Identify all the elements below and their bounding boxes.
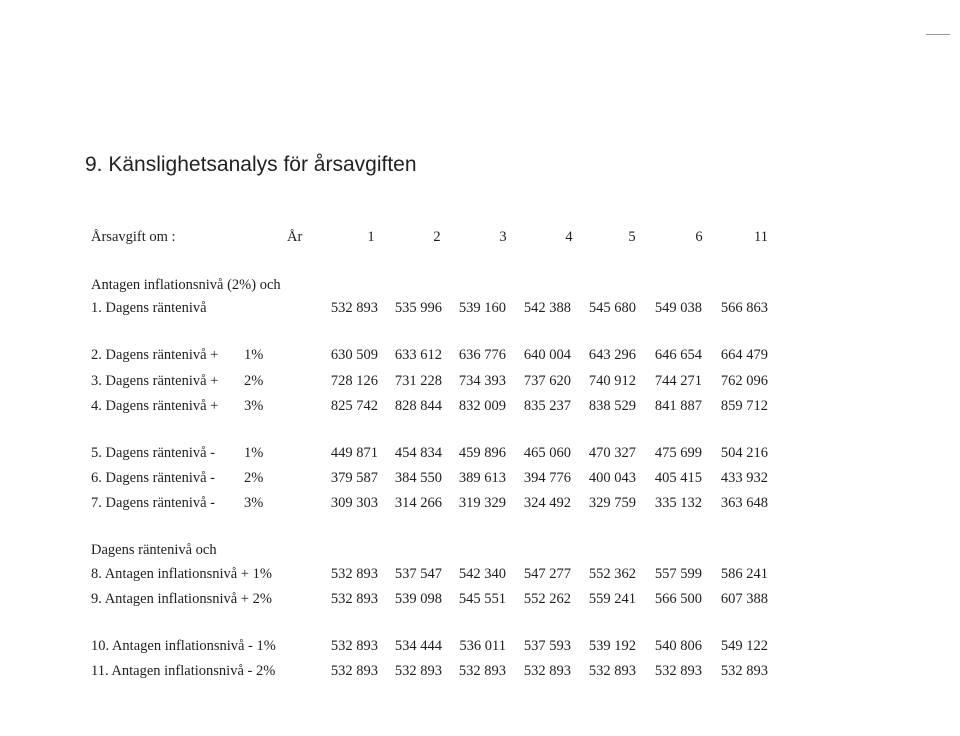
value-cell: 633 612 [394,347,442,363]
value-cell: 532 893 [523,663,571,679]
row-label: 5. Dagens räntenivå - [91,445,216,461]
header-row [0,227,960,247]
table-row [0,443,960,463]
row-label: 2. Dagens räntenivå + [91,347,219,363]
value-cell: 532 893 [330,591,378,607]
value-cell: 740 912 [588,373,636,389]
section2-heading: Dagens räntenivå och [91,542,217,558]
value-cell: 825 742 [330,398,378,414]
value-cell: 630 509 [330,347,378,363]
value-cell: 542 340 [458,566,506,582]
section2-heading-row [0,540,960,560]
value-cell: 552 262 [523,591,571,607]
value-cell: 465 060 [523,445,571,461]
value-cell: 532 893 [330,663,378,679]
table-row [0,371,960,391]
value-cell: 433 932 [720,470,768,486]
value-cell: 532 893 [330,300,378,316]
value-cell: 547 277 [523,566,571,582]
row-pct: 3% [244,398,264,414]
value-cell: 838 529 [588,398,636,414]
table-row [0,589,960,609]
value-cell: 539 098 [394,591,442,607]
table-row [0,493,960,513]
value-cell: 459 896 [458,445,506,461]
value-cell: 539 160 [458,300,506,316]
value-cell: 559 241 [588,591,636,607]
value-cell: 744 271 [654,373,702,389]
value-cell: 400 043 [588,470,636,486]
row-label: 10. Antagen inflationsnivå - 1% [91,638,276,654]
value-cell: 545 551 [458,591,506,607]
value-cell: 607 388 [720,591,768,607]
row-pct: 2% [244,470,264,486]
value-cell: 731 228 [394,373,442,389]
value-cell: 636 776 [458,347,506,363]
row-pct: 1% [244,347,264,363]
value-cell: 532 893 [330,638,378,654]
value-cell: 557 599 [654,566,702,582]
year-cell: 2 [433,229,441,245]
value-cell: 664 479 [720,347,768,363]
table-row [0,396,960,416]
value-cell: 475 699 [654,445,702,461]
value-cell: 841 887 [654,398,702,414]
row-pct: 3% [244,495,264,511]
value-cell: 535 996 [394,300,442,316]
year-cell: 1 [367,229,375,245]
value-cell: 335 132 [654,495,702,511]
value-cell: 532 893 [720,663,768,679]
value-cell: 545 680 [588,300,636,316]
table-row [0,468,960,488]
value-cell: 454 834 [394,445,442,461]
value-cell: 734 393 [458,373,506,389]
row-label: 11. Antagen inflationsnivå - 2% [91,663,276,679]
value-cell: 566 500 [654,591,702,607]
value-cell: 646 654 [654,347,702,363]
value-cell: 728 126 [330,373,378,389]
value-cell: 532 893 [394,663,442,679]
value-cell: 532 893 [458,663,506,679]
row-label: 6. Dagens räntenivå - [91,470,216,486]
value-cell: 389 613 [458,470,506,486]
value-cell: 539 192 [588,638,636,654]
value-cell: 540 806 [654,638,702,654]
value-cell: 737 620 [523,373,571,389]
value-cell: 828 844 [394,398,442,414]
value-cell: 537 547 [394,566,442,582]
table-row [0,298,960,318]
value-cell: 314 266 [394,495,442,511]
table-row [0,564,960,584]
table-row [0,636,960,656]
section1-heading-row [0,275,960,295]
value-cell: 536 011 [459,638,506,654]
value-cell: 532 893 [588,663,636,679]
value-cell: 586 241 [720,566,768,582]
value-cell: 379 587 [330,470,378,486]
value-cell: 534 444 [394,638,442,654]
value-cell: 566 863 [720,300,768,316]
value-cell: 552 362 [588,566,636,582]
value-cell: 324 492 [523,495,571,511]
value-cell: 449 871 [330,445,378,461]
row-label: 7. Dagens räntenivå - [91,495,216,511]
section-title: 9. Känslighetsanalys för årsavgiften [85,153,417,176]
value-cell: 309 303 [330,495,378,511]
row-label: 1. Dagens räntenivå [91,300,207,316]
table-row [0,345,960,365]
row-label: 3. Dagens räntenivå + [91,373,219,389]
year-cell: 3 [499,229,507,245]
value-cell: 394 776 [523,470,571,486]
value-cell: 835 237 [523,398,571,414]
value-cell: 470 327 [588,445,636,461]
value-cell: 640 004 [523,347,571,363]
value-cell: 762 096 [720,373,768,389]
year-cell: 6 [695,229,703,245]
year-cell: 4 [565,229,573,245]
row-label: 8. Antagen inflationsnivå + 1% [91,566,272,582]
value-cell: 384 550 [394,470,442,486]
year-cell: 11 [754,229,768,245]
row-pct: 2% [244,373,264,389]
value-cell: 532 893 [330,566,378,582]
value-cell: 542 388 [523,300,571,316]
value-cell: 832 009 [458,398,506,414]
header-label: Årsavgift om : [91,229,176,245]
row-label: 4. Dagens räntenivå + [91,398,219,414]
value-cell: 859 712 [720,398,768,414]
row-label: 9. Antagen inflationsnivå + 2% [91,591,272,607]
section1-heading: Antagen inflationsnivå (2%) och [91,277,281,293]
value-cell: 504 216 [720,445,768,461]
value-cell: 549 122 [720,638,768,654]
value-cell: 329 759 [588,495,636,511]
row-pct: 1% [244,445,264,461]
value-cell: 319 329 [458,495,506,511]
year-cell: 5 [628,229,636,245]
value-cell: 643 296 [588,347,636,363]
value-cell: 537 593 [523,638,571,654]
value-cell: 549 038 [654,300,702,316]
value-cell: 405 415 [654,470,702,486]
table-row [0,661,960,681]
value-cell: 532 893 [654,663,702,679]
corner-mark [926,34,950,35]
year-label: År [287,229,303,245]
value-cell: 363 648 [720,495,768,511]
